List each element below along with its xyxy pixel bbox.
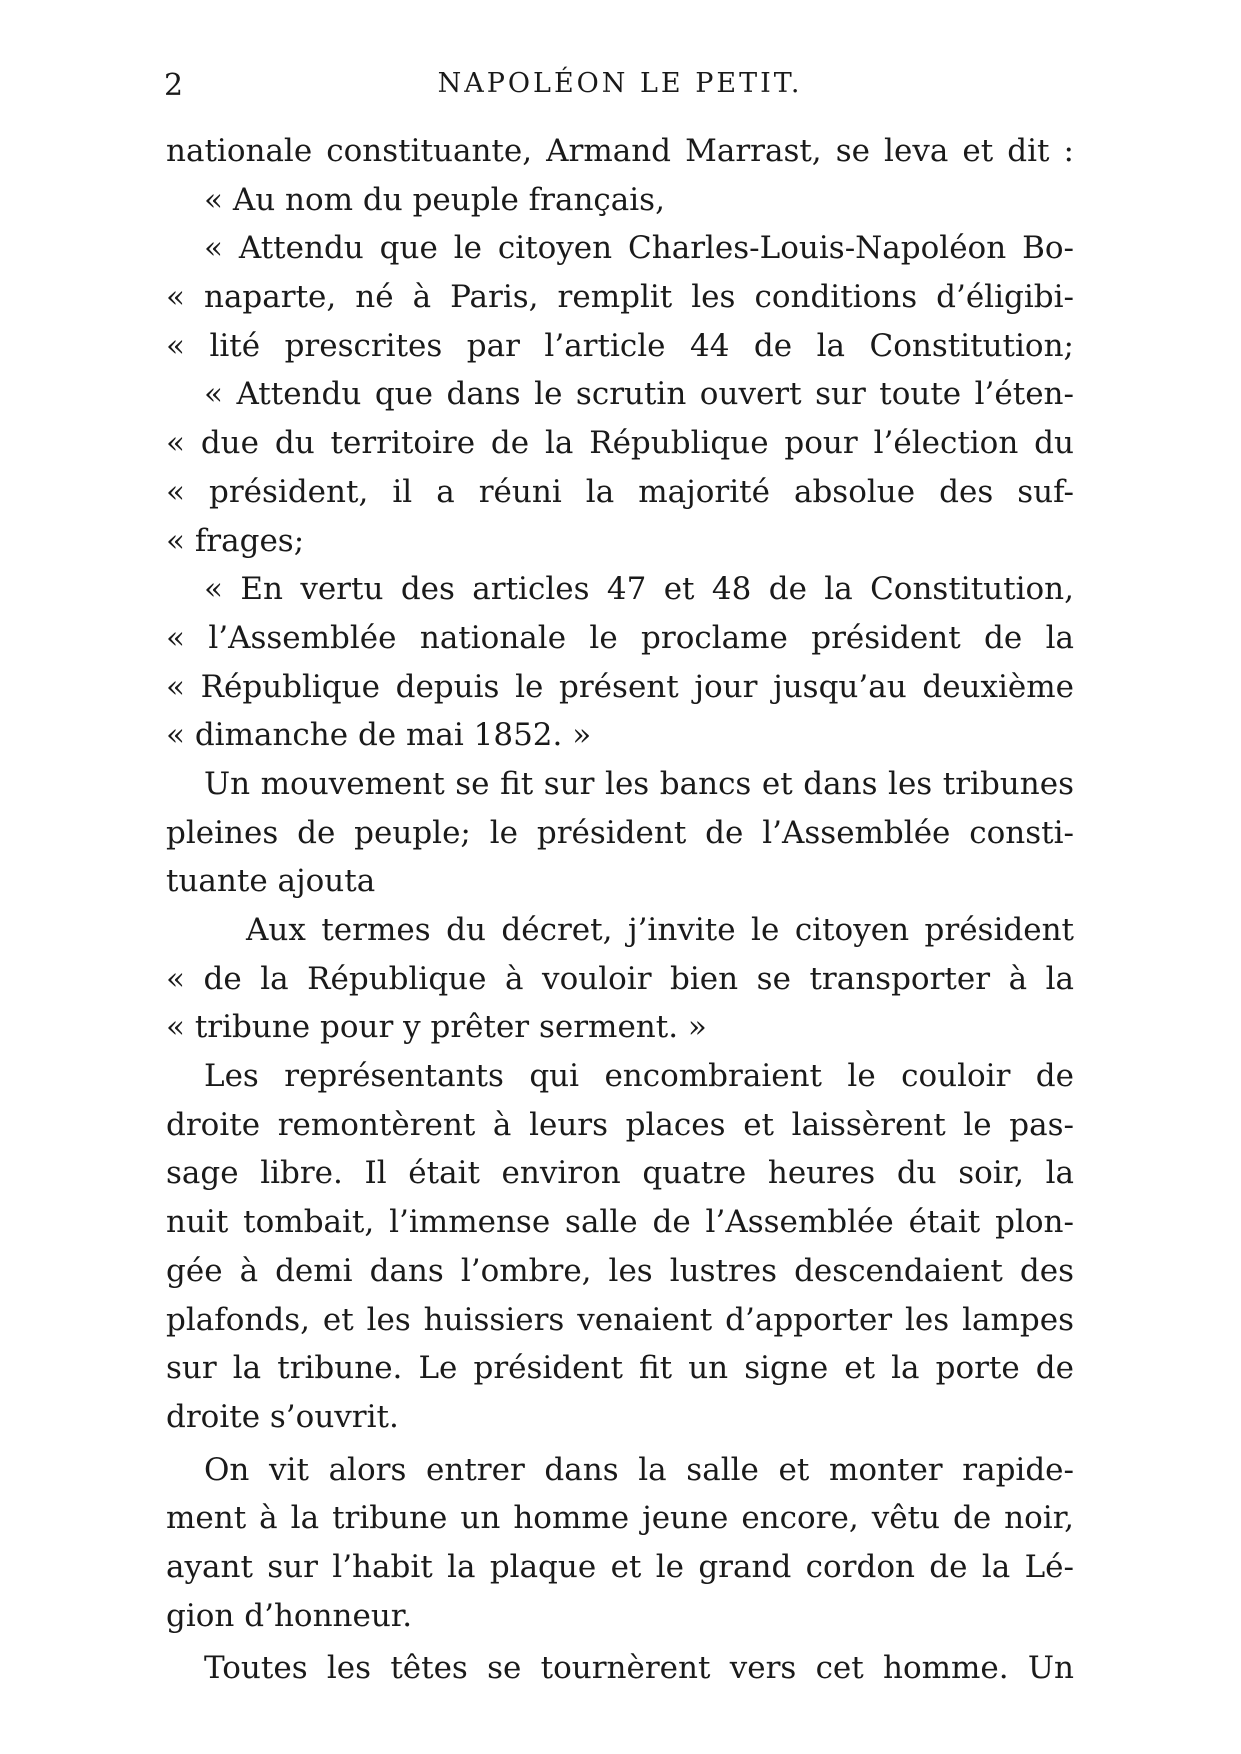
text-line: « tribune pour y prêter serment. » — [166, 1009, 707, 1046]
text-line: gée à demi dans l’ombre, les lustres descendaient des — [166, 1252, 1074, 1289]
text-line: Toutes les têtes se tournèrent vers cet homme. Un — [204, 1650, 1074, 1687]
text-line: ayant sur l’habit la plaque et le grand cordon de la Lé- — [166, 1548, 1074, 1585]
text-line: « président, il a réuni la majorité absolue des suf- — [166, 473, 1074, 510]
text-line: « dimanche de mai 1852. » — [166, 717, 592, 754]
text-line: ment à la tribune un homme jeune encore, vêtu de noir, — [166, 1500, 1074, 1537]
text-line: « République depuis le présent jour jusqu’au deuxième — [166, 668, 1074, 705]
text-line: « naparte, né à Paris, remplit les conditions d’éligibi- — [166, 279, 1074, 316]
page-header — [164, 68, 1076, 112]
text-line: droite remontèrent à leurs places et laissèrent le pas- — [166, 1106, 1074, 1143]
text-line: « due du territoire de la République pour l’élection du — [166, 425, 1074, 462]
text-line: nuit tombait, l’immense salle de l’Assemblée était plon- — [166, 1204, 1074, 1241]
text-line: Les représentants qui encombraient le couloir de — [204, 1058, 1074, 1095]
text-line: nationale constituante, Armand Marrast, se leva et dit : — [166, 133, 1074, 169]
text-line: pleines de peuple; le président de l’Assemblée consti- — [166, 814, 1074, 851]
text-line: « Attendu que le citoyen Charles-Louis-Napoléon Bo- — [204, 230, 1074, 267]
text-line: « En vertu des articles 47 et 48 de la Constitution, — [204, 571, 1074, 608]
page-number: 2 — [164, 68, 185, 103]
text-line: « Attendu que dans le scrutin ouvert sur toute l’éten- — [204, 376, 1074, 413]
text-line: Un mouvement se fit sur les bancs et dans les tribunes — [204, 765, 1074, 802]
text-line: droite s’ouvrit. — [166, 1398, 399, 1435]
text-line: sur la tribune. Le président fit un signe et la porte de — [166, 1350, 1074, 1387]
text-line: « frages; — [166, 522, 305, 559]
running-title: NAPOLÉON LE PETIT. — [437, 68, 803, 99]
text-line: sage libre. Il était environ quatre heures du soir, la — [166, 1155, 1074, 1192]
text-line: Aux termes du décret, j’invite le citoyen président — [246, 912, 1074, 948]
text-line: « de la République à vouloir bien se transporter à la — [166, 960, 1074, 997]
text-line: « lité prescrites par l’article 44 de la Constitution; — [166, 327, 1074, 364]
text-line: gion d’honneur. — [166, 1597, 413, 1634]
body-text — [166, 127, 1074, 1693]
text-line: tuante ajouta — [166, 863, 376, 900]
text-line: « Au nom du peuple français, — [204, 181, 665, 218]
text-line: plafonds, et les huissiers venaient d’apporter les lampes — [166, 1301, 1074, 1338]
text-line: On vit alors entrer dans la salle et monter rapide- — [204, 1451, 1074, 1488]
text-line: « l’Assemblée nationale le proclame président de la — [166, 619, 1074, 656]
